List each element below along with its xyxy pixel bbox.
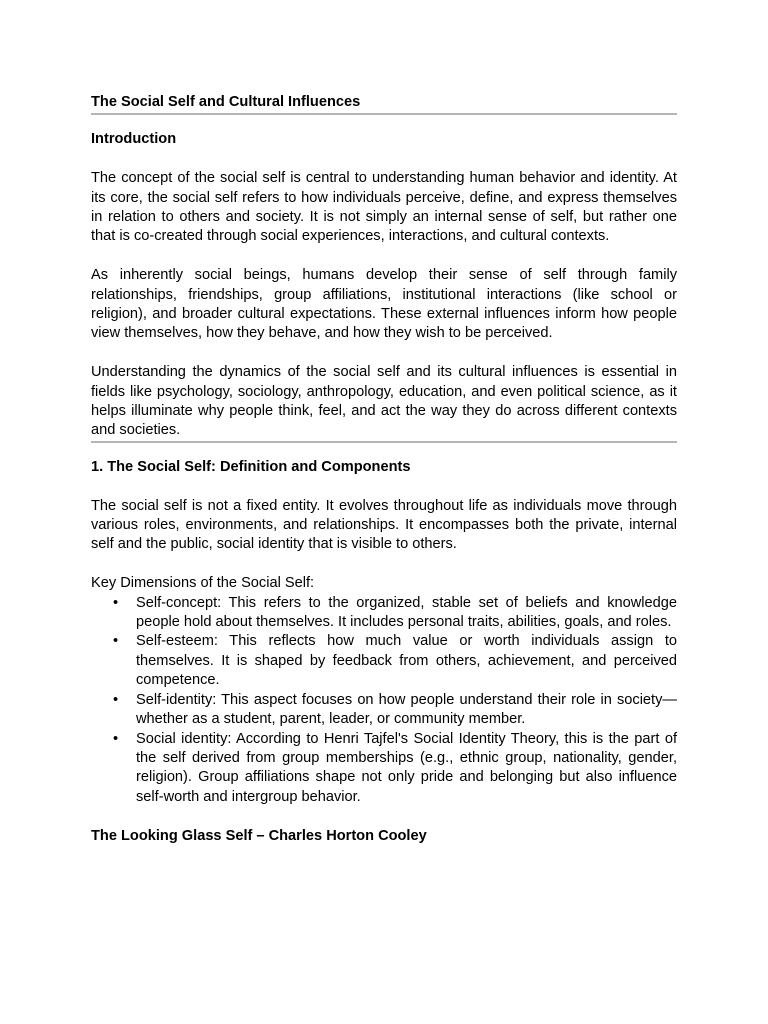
spacer xyxy=(91,807,677,826)
section-1-paragraph: The social self is not a fixed entity. It evolves throughout life as individuals move through various roles, environments, and relationships. It encompasses both the private, internal self and the public, social identity that is visible to others. xyxy=(91,497,677,553)
introduction-heading: Introduction xyxy=(91,131,177,148)
dimensions-list xyxy=(91,594,677,807)
section-1-heading: 1. The Social Self: Definition and Components xyxy=(91,458,411,475)
intro-paragraph-3: Understanding the dynamics of the social self and its cultural influences is essential in fields like psychology, sociology, anthropology, education, and even political science, as it helps illuminate why people think, feel, and act the way they do across different contexts and societies. xyxy=(91,364,677,439)
spacer xyxy=(91,344,677,363)
spacer xyxy=(91,477,677,496)
list-item-self-concept: • Self-concept: This refers to the organized, stable set of beliefs and knowledge people hold about themselves. It includes personal traits, abilities, goals, and roles. xyxy=(136,594,677,633)
section-divider xyxy=(91,441,677,443)
spacer xyxy=(91,247,677,266)
list-item-social-identity: • Social identity: According to Henri Tajfel's Social Identity Theory, this is the part of the self derived from group memberships (e.g., ethnic group, nationality, gender, religion). Group affiliations shape not only pride and belonging but also influence self-worth and intergroup behavior. xyxy=(136,730,677,808)
spacer xyxy=(91,150,677,169)
list-intro: Key Dimensions of the Social Self: xyxy=(91,575,315,592)
document-title: The Social Self and Cultural Influences xyxy=(91,94,361,110)
looking-glass-heading: The Looking Glass Self – Charles Horton Cooley xyxy=(91,827,427,844)
title-divider xyxy=(91,113,677,115)
document-page xyxy=(91,93,677,846)
list-item-self-identity: • Self-identity: This aspect focuses on how people understand their role in society—whether as a student, parent, leader, or community member. xyxy=(136,691,677,730)
list-item-self-esteem: • Self-esteem: This reflects how much value or worth individuals assign to themselves. It is shaped by feedback from others, achievement, and perceived competence. xyxy=(136,632,677,690)
intro-paragraph-1: The concept of the social self is central to understanding human behavior and identity. At its core, the social self refers to how individuals perceive, define, and express themselves in relation to others and society. It is not simply an internal sense of self, but rather one that is co-created through social experiences, interactions, and cultural contexts. xyxy=(91,170,677,245)
intro-paragraph-2: As inherently social beings, humans develop their sense of self through family relationships, friendships, group affiliations, institutional interactions (like school or religion), and broader cultural expectations. These external influences inform how people view themselves, how they behave, and how they wish to be perceived. xyxy=(91,267,677,342)
spacer xyxy=(91,555,677,574)
